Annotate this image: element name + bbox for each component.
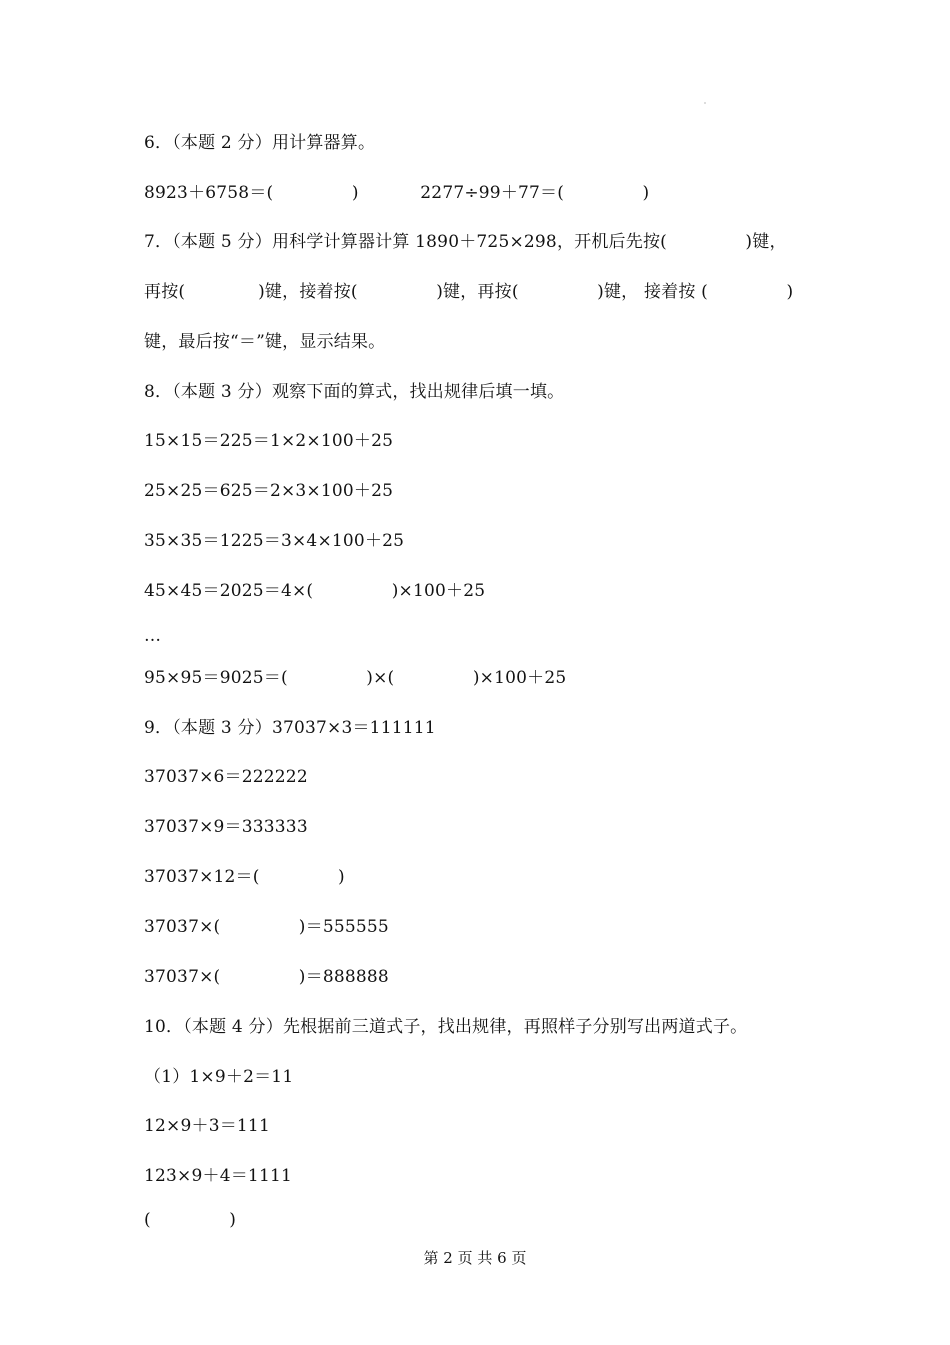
- question-10-answer-blank: ( ): [144, 1210, 237, 1230]
- question-7-line-2: 再按( )键，接着按( )键，再按( )键， 接着按 ( ): [144, 282, 794, 302]
- question-9-line-2: 37037×9＝333333: [144, 817, 308, 837]
- question-9-line-4: 37037×( )＝555555: [144, 917, 389, 937]
- question-10-line-1: （1）1×9＋2＝11: [144, 1067, 294, 1087]
- scan-dot: [704, 102, 706, 104]
- question-8-line-2: 25×25＝625＝2×3×100＋25: [144, 481, 394, 501]
- question-10-line-3: 123×9＋4＝1111: [144, 1166, 292, 1186]
- question-6-line-1: 8923＋6758＝( ) 2277÷99＋77＝( ): [144, 183, 650, 203]
- question-9-line-5: 37037×( )＝888888: [144, 967, 389, 987]
- question-8-line-4: 45×45＝2025＝4×( )×100＋25: [144, 581, 486, 601]
- page-number-footer: 第 2 页 共 6 页: [423, 1249, 527, 1267]
- question-8-line-3: 35×35＝1225＝3×4×100＋25: [144, 531, 405, 551]
- question-9-line-3: 37037×12＝( ): [144, 867, 345, 887]
- question-8-line-6: 95×95＝9025＝( )×( )×100＋25: [144, 668, 567, 688]
- question-10-title: 10．（本题 4 分）先根据前三道式子，找出规律，再照样子分别写出两道式子。: [144, 1017, 748, 1037]
- question-10-line-2: 12×9＋3＝111: [144, 1116, 270, 1136]
- question-6-title: 6．（本题 2 分）用计算器算。: [144, 133, 376, 153]
- question-7-line-1: 7．（本题 5 分）用科学计算器计算 1890＋725×298，开机后先按( )键，: [144, 232, 787, 252]
- question-9-line-1: 37037×6＝222222: [144, 767, 308, 787]
- question-8-ellipsis: …: [144, 626, 162, 646]
- question-8-line-1: 15×15＝225＝1×2×100＋25: [144, 431, 394, 451]
- question-8-title: 8．（本题 3 分）观察下面的算式，找出规律后填一填。: [144, 382, 565, 402]
- question-9-title: 9．（本题 3 分）37037×3＝111111: [144, 718, 436, 738]
- question-7-line-3: 键，最后按“＝”键，显示结果。: [144, 332, 386, 352]
